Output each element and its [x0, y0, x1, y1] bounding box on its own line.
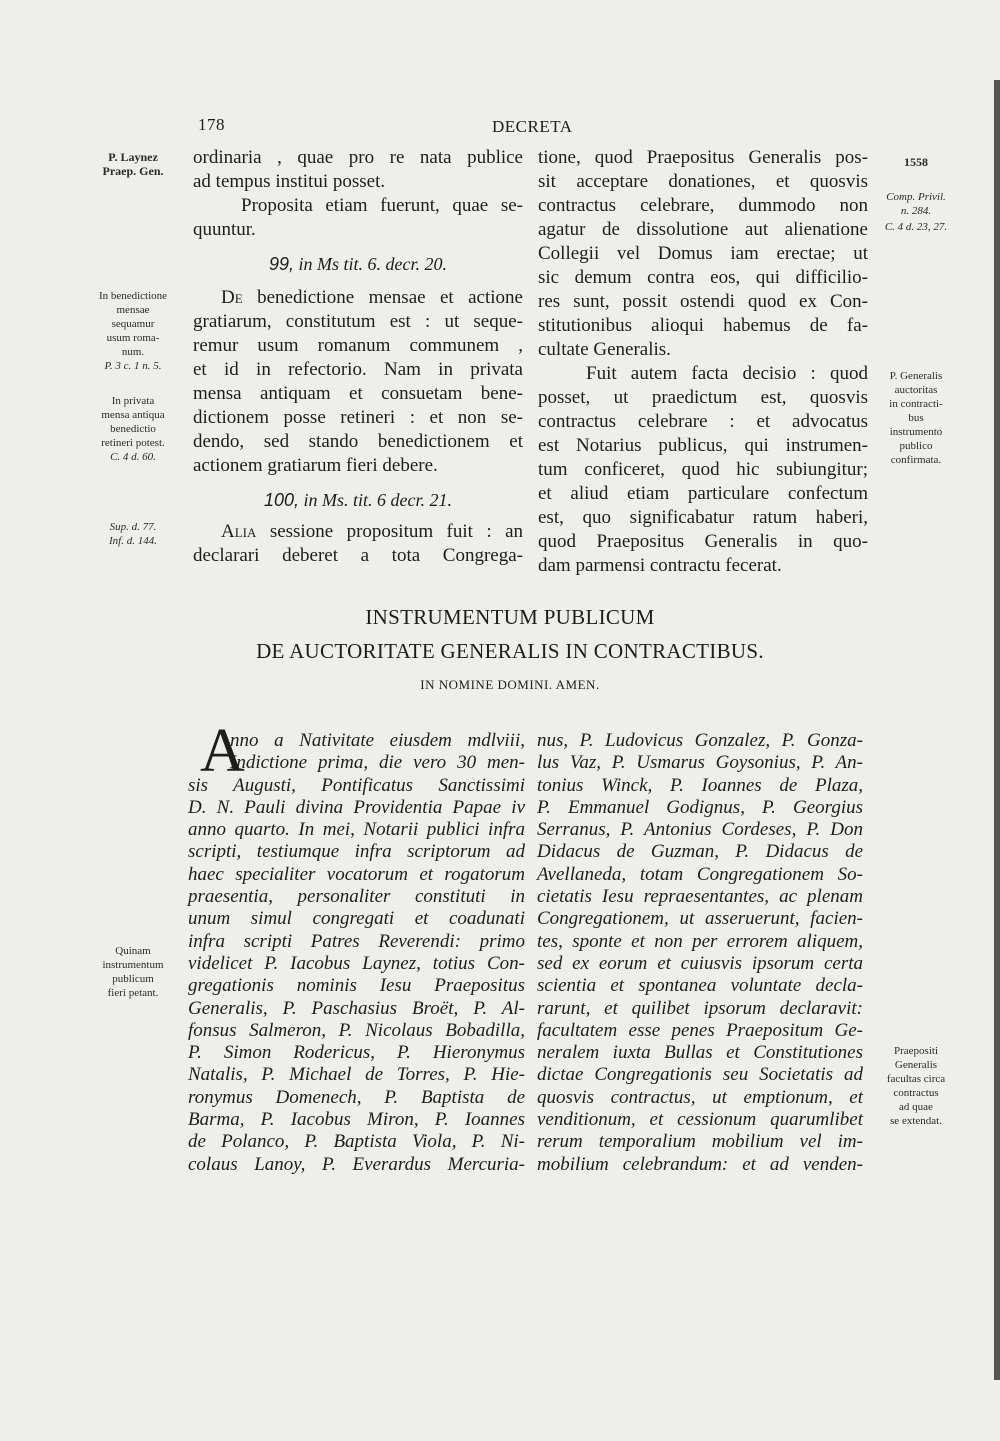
- text-line: ronymus Domenech, P. Baptista de: [188, 1086, 525, 1108]
- text-line: unum simul congregati et coadunati: [188, 908, 525, 930]
- decree-ref-text: in Ms. tit. 6 decr. 21.: [303, 490, 453, 510]
- margin-note-privata: [82, 394, 184, 464]
- margin-note-line: fieri petant.: [107, 987, 159, 999]
- text-line: nno a Nativitate eiusdem mdlviii,: [230, 730, 525, 751]
- margin-note-line: usum roma-: [106, 332, 160, 344]
- text-line: colaus Lanoy, P. Everardus Mercuria-: [188, 1153, 525, 1175]
- margin-year-text: 1558: [904, 155, 928, 169]
- margin-note-line: mensa antiqua: [101, 409, 165, 421]
- text-line: ad tempus institui posset.: [193, 171, 386, 192]
- section-subtitle: DE AUCTORITATE GENERALIS IN CONTRACTIBUS.: [256, 639, 764, 663]
- text-line: actionem gratiarum fieri debere.: [193, 455, 438, 476]
- section-invocation: IN NOMINE DOMINI. AMEN.: [420, 677, 600, 692]
- text-line: videlicet P. Iacobus Laynez, totius Con-: [188, 952, 525, 974]
- text-line: Collegii vel Domus iam erectae; ut: [538, 243, 868, 264]
- running-title: DECRETA: [492, 117, 573, 136]
- text-line: posset, ut praedictum est, quosvis: [538, 387, 868, 408]
- column-right-upper: [538, 146, 868, 578]
- text-line: [193, 286, 523, 310]
- column-left-upper: [193, 146, 523, 568]
- decree-ref-100: [193, 488, 523, 516]
- text-fragment: benedictione mensae et actione: [242, 287, 523, 308]
- margin-note-line: instrumentum: [102, 959, 164, 971]
- text-line: contractus celebrare : et advocatus: [538, 411, 868, 432]
- text-line: cietatis Iesu repraesentantes, ac plenam: [537, 886, 863, 908]
- text-line: tonius Winck, P. Ioannes de Plaza,: [537, 774, 863, 796]
- margin-note-generalis: [872, 369, 960, 467]
- margin-ref: n. 284.: [900, 205, 932, 217]
- text-line: res sunt, possit ostendi quod ex Con-: [538, 291, 868, 312]
- text-line: gregationis nominis Iesu Praepositus: [188, 975, 525, 997]
- margin-note-line: In benedictione: [98, 290, 168, 302]
- margin-ref: Inf. d. 144.: [109, 535, 157, 547]
- text-line: Avellaneda, totam Congregationem So-: [537, 863, 863, 885]
- text-line: quod Praepositus Generalis in quo-: [538, 531, 868, 552]
- text-line: fonsus Salmeron, P. Nicolaus Bobadilla,: [188, 1019, 525, 1041]
- margin-note-line: instrumento: [889, 426, 943, 438]
- margin-note-line: publico: [899, 440, 933, 452]
- text-line: [193, 520, 523, 544]
- margin-note-quinam: [82, 944, 184, 1000]
- text-line: stitutionibus alioqui habemus de fa-: [538, 315, 868, 336]
- text-line: est Notarius publicus, qui instrumen-: [538, 435, 868, 456]
- decree-number: 99,: [268, 254, 295, 274]
- instrument-column-right: [537, 730, 863, 1176]
- text-line: rarunt, et quilibet ipsorum declaravit:: [537, 997, 863, 1019]
- text-line: infra scripti Patres Reverendi: primo: [188, 930, 525, 952]
- text-fragment: sessione propositum fuit : an: [256, 521, 523, 542]
- margin-ref: P. 3 c. 1 n. 5.: [104, 360, 162, 372]
- text-line: Fuit autem facta decisio : quod: [586, 363, 868, 384]
- margin-refs-sup-inf: [82, 520, 184, 548]
- text-line: remur usum romanum communem ,: [193, 335, 523, 356]
- margin-note-line: Quinam: [115, 945, 151, 957]
- text-line: Serranus, P. Antonius Cordeses, P. Don: [537, 819, 863, 841]
- decree-ref-99: [193, 252, 523, 280]
- text-line: gratiarum, constitutum est : ut seque-: [193, 311, 523, 332]
- margin-note-line: num.: [121, 346, 145, 358]
- margin-note-line: ad quae: [899, 1101, 933, 1113]
- margin-note-praepositi: [872, 1044, 960, 1128]
- text-line: quosvis contractus, ut emptionum, et: [537, 1086, 863, 1108]
- text-line: facultatem esse penes Praepositum Ge-: [537, 1019, 863, 1041]
- page-number: 178: [198, 115, 225, 134]
- text-line: agatur de dissolutione aut alienatione: [538, 219, 868, 240]
- small-cap-word: Alia: [221, 521, 257, 542]
- text-line: haec specialiter vocatorum et rogatorum: [188, 863, 525, 885]
- text-line: venditionum, et cessionum quarumlibet: [537, 1109, 863, 1131]
- small-cap-word: De: [221, 287, 243, 308]
- instrument-column-left: [188, 730, 525, 1176]
- text-line: dictionem posse retineri : et non se-: [193, 407, 523, 428]
- margin-note-line: confirmata.: [890, 454, 942, 466]
- text-line: anno quarto. In mei, Notarii publici infra: [188, 819, 525, 841]
- text-line: sit acceptare donationes, et quosvis: [538, 171, 868, 192]
- margin-ref: Comp. Privil.: [886, 191, 946, 203]
- margin-note-benedictione: [82, 289, 184, 373]
- text-line: Barma, P. Iacobus Miron, P. Ioannes: [188, 1109, 525, 1131]
- margin-note-line: in contracti-: [889, 398, 943, 410]
- decree-number: 100,: [263, 490, 300, 510]
- margin-note-line: bus: [908, 412, 924, 424]
- text-line: nus, P. Ludovicus Gonzalez, P. Gonza-: [537, 730, 863, 751]
- margin-ref: Sup. d. 77.: [109, 521, 157, 533]
- margin-author-name: P. Laynez: [108, 150, 158, 164]
- decree-ref-text: in Ms tit. 6. decr. 20.: [298, 254, 448, 274]
- margin-note-line: contractus: [893, 1087, 939, 1099]
- text-line: rerum temporalium mobilium vel im-: [537, 1131, 863, 1153]
- text-line: mensa antiquam et consuetam bene-: [193, 383, 523, 404]
- section-title: INSTRUMENTUM PUBLICUM: [365, 605, 655, 629]
- text-line: Congregationem, ut asseruerunt, facien-: [537, 908, 863, 930]
- margin-note-line: publicum: [112, 973, 154, 985]
- text-line: tes, sponte et non per errorem aliquem,: [537, 930, 863, 952]
- text-line: scripti, testiumque infra scriptorum ad: [188, 841, 525, 863]
- text-line: sed ex eorum et cuiusvis ipsorum certa: [537, 952, 863, 974]
- text-line: Didacus de Guzman, P. Didacus de: [537, 841, 863, 863]
- margin-note-line: Praepositi: [894, 1045, 938, 1057]
- text-line: tione, quod Praepositus Generalis pos-: [538, 147, 868, 168]
- text-line: Proposita etiam fuerunt, quae se-: [241, 195, 523, 216]
- text-line: dendo, sed stando benedictionem et: [193, 431, 523, 452]
- text-line: quuntur.: [193, 219, 256, 240]
- margin-right-refs: [872, 190, 960, 234]
- text-line: sis Augusti, Pontificatus Sanctissimi: [188, 774, 525, 796]
- text-line: lus Vaz, P. Usmarus Goysonius, P. An-: [537, 752, 863, 774]
- text-line: tum conficeret, quod hic subiungitur;: [538, 459, 868, 480]
- text-line: Natalis, P. Michael de Torres, P. Hie-: [188, 1064, 525, 1086]
- margin-note-line: benedictio: [110, 423, 156, 435]
- margin-note-line: retineri potest.: [101, 437, 165, 449]
- text-line: neralem iuxta Bullas et Constitutiones: [537, 1042, 863, 1064]
- text-line: dictae Congregationis seu Societatis ad: [537, 1064, 863, 1086]
- margin-note-line: auctoritas: [894, 384, 938, 396]
- margin-note-line: Generalis: [894, 1059, 938, 1071]
- text-line: est, quo significabatur ratum haberi,: [538, 507, 868, 528]
- margin-ref: C. 4 d. 60.: [110, 451, 156, 463]
- scan-edge-mark: [994, 80, 1000, 1380]
- text-line: praesentia, personaliter constituti in: [188, 886, 525, 908]
- margin-note-line: P. Generalis: [889, 370, 943, 382]
- text-line: declarari deberet a tota Congrega-: [193, 545, 523, 566]
- text-line: mobilium celebrandum: et ad venden-: [537, 1153, 863, 1175]
- text-line: P. Emmanuel Godignus, P. Georgius: [537, 796, 863, 818]
- margin-author: [82, 150, 184, 178]
- margin-year: [872, 155, 960, 169]
- margin-author-title: Praep. Gen.: [102, 164, 164, 178]
- text-line: et id in refectorio. Nam in privata: [193, 359, 523, 380]
- margin-note-line: facultas circa: [886, 1073, 946, 1085]
- text-line: P. Simon Rodericus, P. Hieronymus: [188, 1042, 525, 1064]
- text-line: D. N. Pauli divina Providentia Papae iv: [188, 796, 525, 818]
- text-line: ordinaria , quae pro re nata publice: [193, 147, 523, 168]
- margin-note-line: se extendat.: [890, 1115, 942, 1127]
- drop-cap: A: [200, 717, 245, 785]
- margin-note-line: In privata: [111, 395, 155, 407]
- text-line: et aliud etiam particulare confectum: [538, 483, 868, 504]
- text-line: contractus celebrare, dummodo non: [538, 195, 868, 216]
- margin-note-line: mensae: [116, 304, 150, 316]
- text-line: Indictione prima, die vero 30 men-: [230, 752, 525, 774]
- text-line: scientia et spontanea voluntate decla-: [537, 975, 863, 997]
- text-line: de Polanco, P. Baptista Viola, P. Ni-: [188, 1131, 525, 1153]
- text-line: sic demum contra eos, qui difficilio-: [538, 267, 868, 288]
- text-line: Generalis, P. Paschasius Broët, P. Al-: [188, 997, 525, 1019]
- text-line: dam parmensi contractu fecerat.: [538, 555, 782, 576]
- margin-note-line: sequamur: [111, 318, 155, 330]
- text-line: cultate Generalis.: [538, 339, 671, 360]
- margin-ref: C. 4 d. 23, 27.: [884, 221, 948, 233]
